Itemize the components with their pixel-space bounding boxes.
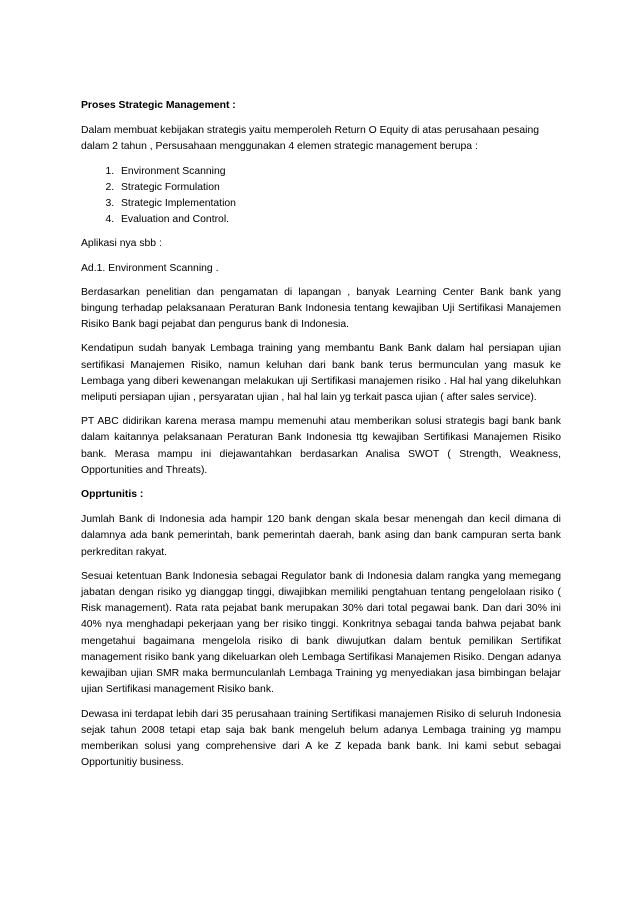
list-item: 3. Strategic Implementation (117, 196, 561, 212)
strategic-steps-list (81, 164, 561, 229)
aplikasi-label: Aplikasi nya sbb : (81, 238, 162, 250)
paragraph-regulation: Sesuai ketentuan Bank Indonesia sebagai Regulator bank di Indonesia dalam rangka yang memegang jabatan dengan risiko yg dianggap tinggi, diwajibkan memiliki pengtahuan tentang pengelolaan risiko ( Risk management). Rata rata pejabat bank merupakan 30% dari total pegawai bank. Dan dari 30% ini 40% nya menghadapi pekerjaan yang ber risiko tinggi. Konkritnya sebagai tanda bahwa pejabat bank mengetahui bagaimana mengelola risiko di bank diwujutkan dalam bentuk pemilikan Sertifikat management risiko bank yang dikeluarkan oleh Lembaga Sertifikasi Manajemen Risiko. Dengan adanya kewajiban ujian SMR maka bermunculanlah Lembaga Training yg menyediakan jasa bimbingan belajar ujian Sertifikasi management Risiko bank. (81, 570, 561, 696)
document-page (81, 98, 561, 779)
paragraph-opportunity: Dewasa ini terdapat lebih dari 35 perusahaan training Sertifikasi manajemen Risiko di seluruh Indonesia sejak tahun 2008 tetapi etap saja bak bank mengeluh belum adanya Lembaga training yg mampu memberikan solusi yang comprehensive dari A ke Z kepada bank bank. Ini kami sebut sebagai Opportunitiy business. (81, 708, 561, 769)
intro-paragraph: Dalam membuat kebijakan strategis yaitu memperoleh Return O Equity di atas perusahaan pesaing dalam 2 tahun , Persusahaan menggunakan 4 elemen strategic management berupa : (81, 125, 540, 153)
list-item: 1. Environment Scanning (117, 164, 561, 180)
section-environment-scanning: Ad.1. Environment Scanning . (81, 262, 219, 274)
paragraph-company: PT ABC didirikan karena merasa mampu memenuhi atau memberikan solusi strategis bagi bank bank dalam kaitannya pelaksanaan Peraturan Bank Indonesia ttg kewajiban Sertifikasi Manajemen Risiko bank. Merasa mampu ini diejawantahkan berdasarkan Analisa SWOT ( Strength, Weakness, Opportunities and Threats). (81, 416, 561, 476)
heading-process: Proses Strategic Management : (81, 100, 236, 111)
paragraph-research: Berdasarkan penelitian dan pengamatan di lapangan , banyak Learning Center Bank bank yang bingung terhadap pelaksanaan Peraturan Bank Indonesia tentang kewajiban Uji Sertifikasi Manajemen Risiko Bank bagi pejabat dan pengurus bank di Indonesia. (81, 286, 561, 331)
heading-opportunities: Opprtunitis : (81, 489, 144, 501)
list-item: 2. Strategic Formulation (117, 180, 561, 196)
paragraph-complaints: Kendatipun sudah banyak Lembaga training yang membantu Bank Bank dalam hal persiapan ujian sertifikasi Manajemen Risiko, namun keluhan dari bank bank terus bermunculan yang masuk ke Lembaga yang diberi kewenangan melakukan uji Sertifikasi manajemen risiko . Hal hal yang dikeluhkan meliputi persiapan ujian , persyaratan ujian , hal hal lain yg terkait pasca ujian ( after sales service). (81, 343, 561, 404)
paragraph-bank-count: Jumlah Bank di Indonesia ada hampir 120 bank dengan skala besar menengah dan kecil dimana di dalamnya ada bank pemerintah, bank pemerintah daerah, bank asing dan bank campuran serta bank perkreditan rakyat. (81, 514, 561, 558)
list-item: 4. Evaluation and Control. (117, 212, 561, 228)
